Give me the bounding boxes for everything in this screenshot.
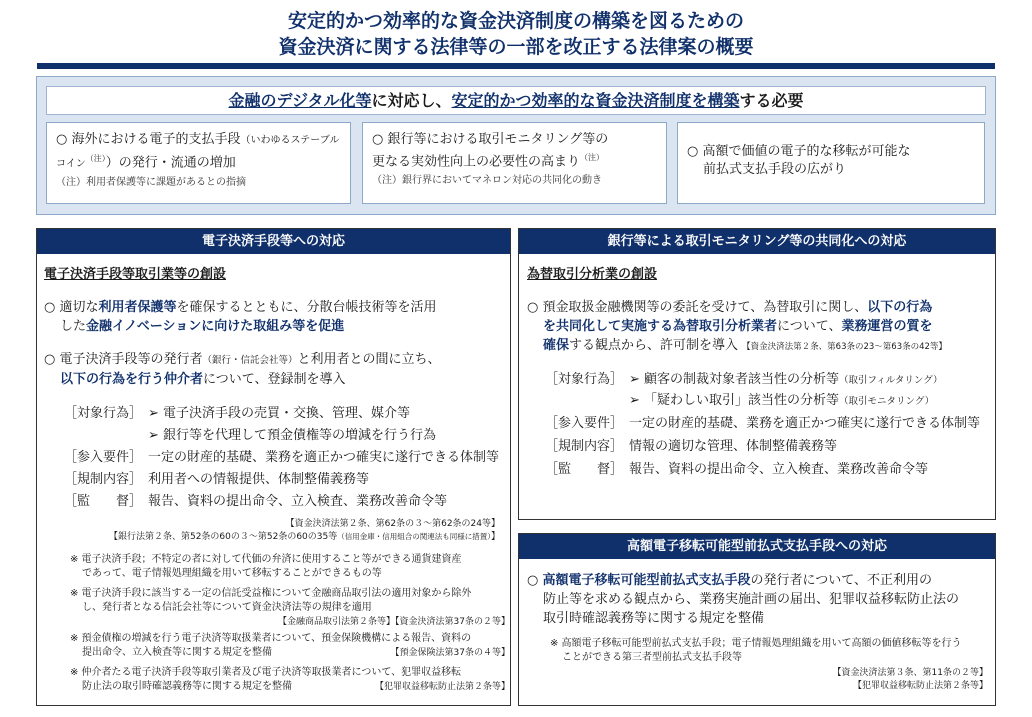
text: ○ 預金取扱金融機関等の委託を受けて、為替取引に関し、 [527, 300, 868, 315]
left-para-2 [44, 350, 504, 389]
title-line-2: 資金決済に関する法律等の一部を改正する法律案の概要 [278, 36, 754, 58]
note-ref: 【金融商品取引法第２条等】【資金決済法第37条の２等】 [278, 617, 510, 627]
bold-text: 以下の行為 [867, 300, 933, 315]
page-title [0, 8, 1032, 60]
note-line: ※ 仲介者たる電子決済手段等取引業者及び電子決済等取扱業者について、犯罪収益移転 [70, 667, 462, 678]
right-bottom-ref-1: 【資金決済法第３条、第11条の２等】 [832, 668, 988, 678]
row-value: ➢ 銀行等を代理して預金債権等の増減を行う行為 [148, 428, 437, 443]
box-small: （いわゆるステーブルコイン [56, 135, 340, 170]
note-line: し、発行者となる信託会社等について資金決済法等の規律を適用 [82, 602, 372, 613]
note-line: であって、電子情報処理組織を用いて移転することができるもの等 [82, 568, 382, 579]
box-note: （注）銀行界においてマネロン対応の共同化の動き [372, 175, 602, 187]
row-label: ［対象行為］ [545, 372, 624, 387]
note-mark: （注） [85, 154, 106, 163]
note-line: ※ 高額電子移転可能型前払式支払手段；電子情報処理組織を用いて高額の価値移転等を行う [550, 638, 962, 649]
row-value: 報告、資料の提出命令、立入検査、業務改善命令等 [629, 462, 929, 477]
box-text-2: ）の発行・流通の増加 [105, 155, 236, 171]
right-bottom-ref-2: 【犯罪収益移転防止法第２条等】 [852, 681, 988, 691]
left-row-supervision [64, 492, 447, 511]
text: の発行者について、不正利用の [750, 573, 932, 588]
note-text: 提出命令、立入検査等に関する規定を整備 [82, 647, 272, 658]
row-value: 一定の財産的基礎、業務を適正かつ確実に遂行できる体制等 [148, 450, 500, 465]
row-value: ➢ 「疑わしい取引」該当性の分析等 [629, 393, 840, 408]
row-label: ［監 督］ [545, 462, 624, 477]
text: ○ [527, 573, 543, 588]
row-label: ［対象行為］ [64, 406, 143, 421]
ref-text: 【資金決済法第２条、第63条の23～第63条の42等】 [742, 342, 947, 352]
note-line-with-ref [70, 680, 510, 694]
row-small: （取引モニタリング） [839, 396, 935, 407]
headline-part-1: 金融のデジタル化等 [228, 91, 372, 110]
ref-close: 】 [490, 532, 500, 542]
text: する観点から、許可制を導入 [569, 338, 739, 353]
box-text-2: 更なる実効性向上の必要性の高まり [372, 154, 581, 170]
right-top-para [527, 298, 989, 357]
row-label: ［参入要件］ [545, 416, 624, 431]
ref-text: 【銀行法第２条、第52条の60の３～第52条の60の35等 [108, 532, 338, 542]
box-note: （注）利用者保護等に課題があるとの指摘 [56, 177, 246, 189]
bold-text: 利用者保護等 [98, 300, 177, 315]
left-row-regulation [64, 470, 369, 489]
left-row-entry [64, 448, 499, 467]
row-label: ［参入要件］ [64, 450, 143, 465]
left-row-target-1 [64, 404, 410, 423]
bold-text: 業務運営の質を [841, 319, 933, 334]
row-value: ➢ 電子決済手段の売買・交換、管理、媒介等 [148, 406, 411, 421]
text: について、 [777, 319, 842, 334]
left-column-header: 電子決済手段等への対応 [37, 229, 510, 254]
text: と利用者との間に立ち、 [297, 352, 441, 367]
text: 防止等を求める観点から、業務実施計画の届出、犯罪収益移転防止法の [543, 592, 960, 607]
bold-text: を共同化して実施する為替取引分析業者 [543, 319, 778, 334]
row-label: ［規制内容］ [64, 472, 143, 487]
left-ref-2 [109, 531, 500, 543]
left-note-3 [70, 632, 510, 660]
left-section-title: 電子決済手段等取引業等の創設 [44, 267, 227, 282]
note-ref: 【預金保険法第37条の４等】 [390, 648, 510, 658]
background-box-monitoring [362, 122, 667, 204]
background-headline [46, 86, 986, 115]
right-bottom-note [550, 637, 990, 665]
bold-text: 以下の行為を行う仲介者 [60, 372, 204, 387]
left-note-1 [70, 553, 510, 581]
bold-text: 金融イノベーションに向けた取組み等を促進 [86, 319, 345, 334]
headline-part-2: に対応し、 [371, 91, 452, 110]
row-label: ［規制内容］ [545, 439, 624, 454]
title-line-1: 安定的かつ効率的な資金決済制度の構築を図るための [287, 10, 744, 32]
note-line: ※ 預金債権の増減を行う電子決済等取扱業者について、預金保険機構による報告、資料の [70, 633, 472, 644]
note-text: 防止法の取引時確認義務等に関する規定を整備 [82, 681, 292, 692]
row-value: 報告、資料の提出命令、立入検査、業務改善命令等 [148, 494, 448, 509]
row-value: 利用者への情報提供、体制整備義務等 [148, 472, 370, 487]
left-note-4 [70, 666, 510, 694]
left-row-target-2 [64, 426, 436, 445]
right-row-regulation [545, 437, 837, 456]
left-para-1 [44, 298, 504, 336]
box-text: ○ 高額で価値の電子的な移転が可能な [687, 144, 911, 159]
row-value: 一定の財産的基礎、業務を適正かつ確実に遂行できる体制等 [629, 416, 981, 431]
box-text-2: 前払式支払手段の広がり [703, 162, 847, 177]
right-bottom-header: 高額電子移転可能型前払式支払手段への対応 [519, 534, 995, 559]
right-row-entry [545, 414, 980, 433]
note-mark: （注） [580, 153, 605, 162]
note-line: ※ 電子決済手段に該当する一定の信託受益権について金融商品取引法の適用対象から除外 [70, 588, 472, 599]
right-top-header: 銀行等による取引モニタリング等の共同化への対応 [519, 229, 995, 254]
note-line: ことができる第三者型前払式支払手段等 [562, 652, 742, 663]
bold-text: 高額電子移転可能型前払式支払手段 [542, 573, 751, 588]
text: ○ 電子決済手段等の発行者 [44, 352, 203, 367]
ref-small: （信用金庫・信用組合の関連法も同様に措置） [337, 532, 491, 541]
background-box-prepaid [677, 122, 985, 204]
box-text: ○ 海外における電子的支払手段 [56, 132, 241, 147]
text: 取引時確認義務等に関する規定を整備 [543, 611, 765, 626]
text: した [60, 319, 87, 334]
row-value: 情報の適切な管理、体制整備義務等 [629, 439, 838, 454]
right-bottom-para [527, 571, 989, 628]
bold-text: 確保 [543, 338, 570, 353]
background-box-stablecoin [46, 122, 351, 204]
title-divider [37, 63, 995, 69]
right-top-section-title: 為替取引分析業の創設 [527, 267, 658, 282]
headline-part-3: 安定的かつ効率的な資金決済制度を構築 [451, 91, 740, 110]
note-ref: 【犯罪収益移転防止法第２条等】 [374, 682, 510, 692]
text: を確保するとともに、分散台帳技術等を活用 [176, 300, 437, 315]
row-value: ➢ 顧客の制裁対象者該当性の分析等 [629, 372, 840, 387]
headline-part-4: する必要 [739, 91, 804, 110]
note-line-with-ref [70, 646, 510, 660]
note-line: ※ 電子決済手段；不特定の者に対して代価の弁済に使用すること等ができる通貨建資産 [70, 554, 462, 565]
text: について、登録制を導入 [203, 372, 346, 387]
right-row-supervision [545, 460, 928, 479]
small-text: （銀行・信託会社等） [202, 355, 298, 366]
right-row-target-1 [545, 370, 943, 390]
box-text: ○ 銀行等における取引モニタリング等の [372, 132, 609, 147]
right-row-target-2 [545, 391, 934, 411]
left-note-2 [70, 587, 510, 629]
left-ref-1: 【資金決済法第２条、第62条の３～第62条の24等】 [285, 519, 500, 529]
row-small: （取引フィルタリング） [839, 375, 943, 386]
row-label: ［監 督］ [64, 494, 143, 509]
text: ○ 適切な [44, 300, 99, 315]
